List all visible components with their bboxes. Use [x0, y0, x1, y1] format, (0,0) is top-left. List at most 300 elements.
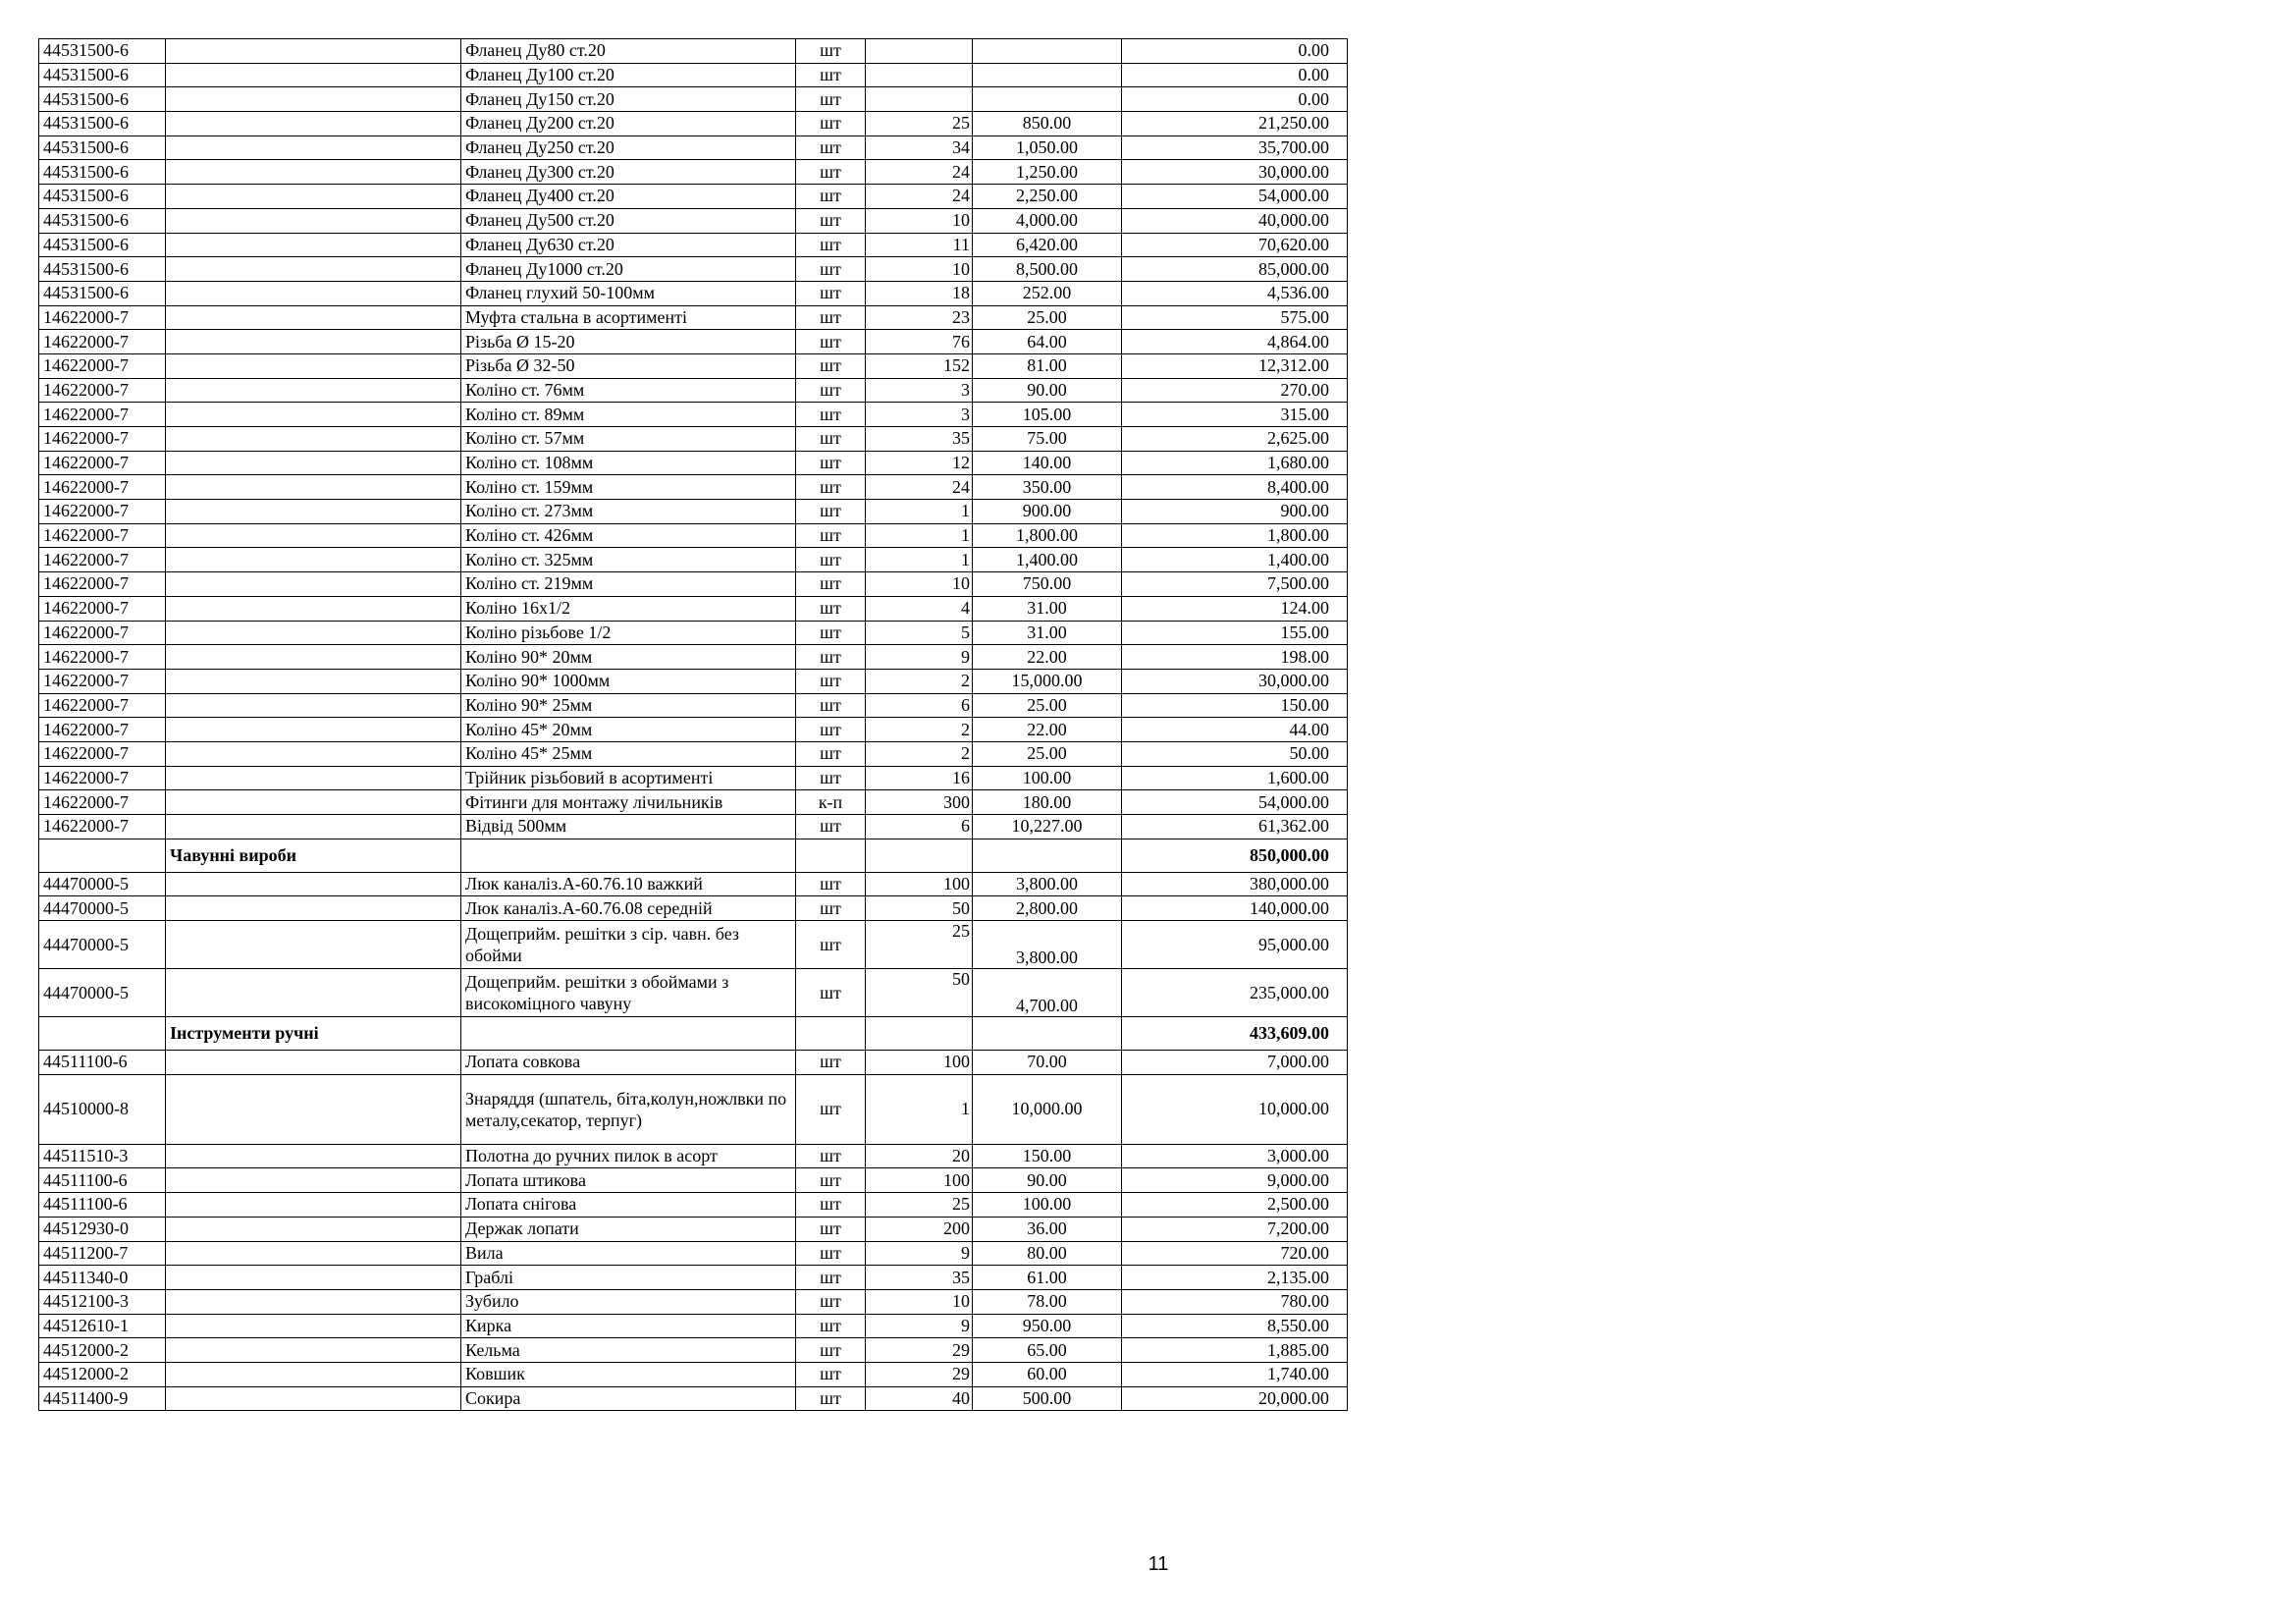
table-row: [39, 353, 1348, 378]
unit-price-cell: 31.00: [973, 596, 1122, 621]
total-sum-cell: 7,200.00: [1122, 1217, 1348, 1241]
item-name-cell: Коліно 90* 25мм: [461, 693, 796, 718]
category-cell: [166, 112, 461, 136]
item-code-cell: 44470000-5: [39, 969, 166, 1017]
unit-price-cell: 70.00: [973, 1051, 1122, 1075]
item-name-cell: Держак лопати: [461, 1217, 796, 1241]
unit-price-cell: 36.00: [973, 1217, 1122, 1241]
item-name-cell: Лопата штикова: [461, 1168, 796, 1193]
quantity-cell: 9: [866, 1314, 973, 1338]
quantity-cell: 24: [866, 160, 973, 185]
table-row: [39, 403, 1348, 427]
table-row: [39, 39, 1348, 64]
total-sum-cell: 124.00: [1122, 596, 1348, 621]
total-sum-cell: 20,000.00: [1122, 1386, 1348, 1411]
item-name-cell: Муфта стальна в асортименті: [461, 305, 796, 330]
item-name-cell: Сокира: [461, 1386, 796, 1411]
total-sum-cell: 8,400.00: [1122, 475, 1348, 500]
category-cell: [166, 872, 461, 896]
item-code-cell: 44531500-6: [39, 257, 166, 282]
specification-table: [38, 38, 1348, 1411]
total-sum-cell: 30,000.00: [1122, 160, 1348, 185]
item-name-cell: Коліно 90* 20мм: [461, 645, 796, 670]
unit-price-cell: 75.00: [973, 427, 1122, 452]
unit-price-cell: 2,250.00: [973, 185, 1122, 209]
category-cell: [166, 693, 461, 718]
quantity-cell: 300: [866, 790, 973, 815]
table-row: [39, 872, 1348, 896]
item-code-cell: [39, 1017, 166, 1051]
total-sum-cell: 3,000.00: [1122, 1144, 1348, 1168]
quantity-cell: 50: [866, 896, 973, 921]
unit-price-cell: 140.00: [973, 451, 1122, 475]
unit-price-cell: [973, 1017, 1122, 1051]
category-cell: [166, 1386, 461, 1411]
table-row: [39, 427, 1348, 452]
quantity-cell: 2: [866, 718, 973, 742]
quantity-cell: 24: [866, 475, 973, 500]
item-code-cell: 44531500-6: [39, 160, 166, 185]
quantity-cell: 1: [866, 1074, 973, 1144]
table-row: [39, 718, 1348, 742]
table-row: [39, 233, 1348, 257]
table-row: [39, 160, 1348, 185]
unit-cell: шт: [796, 233, 866, 257]
item-code-cell: 44512000-2: [39, 1338, 166, 1363]
unit-cell: шт: [796, 645, 866, 670]
table-row: [39, 1266, 1348, 1290]
category-cell: [166, 500, 461, 524]
total-sum-cell: 85,000.00: [1122, 257, 1348, 282]
unit-cell: шт: [796, 427, 866, 452]
unit-cell: шт: [796, 969, 866, 1017]
item-name-cell: Полотна до ручних пилок в асорт: [461, 1144, 796, 1168]
quantity-cell: 3: [866, 403, 973, 427]
item-name-cell: Лопата снігова: [461, 1193, 796, 1218]
category-cell: [166, 257, 461, 282]
table-row: [39, 790, 1348, 815]
quantity-cell: 35: [866, 1266, 973, 1290]
unit-price-cell: 8,500.00: [973, 257, 1122, 282]
category-cell: Чавунні вироби: [166, 839, 461, 872]
category-cell: [166, 39, 461, 64]
unit-cell: шт: [796, 475, 866, 500]
total-sum-cell: 380,000.00: [1122, 872, 1348, 896]
item-code-cell: 14622000-7: [39, 572, 166, 597]
item-name-cell: Коліно ст. 159мм: [461, 475, 796, 500]
unit-price-cell: 78.00: [973, 1289, 1122, 1314]
unit-cell: шт: [796, 185, 866, 209]
unit-cell: шт: [796, 281, 866, 305]
item-name-cell: [461, 1017, 796, 1051]
item-name-cell: Коліно ст. 325мм: [461, 548, 796, 572]
item-name-cell: Коліно різьбове 1/2: [461, 621, 796, 645]
section-row: [39, 1017, 1348, 1051]
item-code-cell: 44512930-0: [39, 1217, 166, 1241]
unit-cell: шт: [796, 1168, 866, 1193]
table-row: [39, 1289, 1348, 1314]
unit-cell: шт: [796, 741, 866, 766]
item-name-cell: Лопата совкова: [461, 1051, 796, 1075]
quantity-cell: 24: [866, 185, 973, 209]
item-name-cell: Вила: [461, 1241, 796, 1266]
item-code-cell: 14622000-7: [39, 353, 166, 378]
item-code-cell: 14622000-7: [39, 500, 166, 524]
item-name-cell: Дощеприйм. решітки з обоймами з високоміцного чавуну: [461, 969, 796, 1017]
category-cell: [166, 1217, 461, 1241]
item-name-cell: Коліно 90* 1000мм: [461, 669, 796, 693]
unit-cell: шт: [796, 257, 866, 282]
unit-price-cell: 3,800.00: [973, 872, 1122, 896]
item-code-cell: 14622000-7: [39, 548, 166, 572]
total-sum-cell: 70,620.00: [1122, 233, 1348, 257]
table-row: [39, 1168, 1348, 1193]
unit-price-cell: 1,050.00: [973, 135, 1122, 160]
item-code-cell: 44531500-6: [39, 135, 166, 160]
table-row: [39, 185, 1348, 209]
item-name-cell: Фланец Ду250 ст.20: [461, 135, 796, 160]
quantity-cell: 29: [866, 1338, 973, 1363]
total-sum-cell: 61,362.00: [1122, 815, 1348, 839]
quantity-cell: 200: [866, 1217, 973, 1241]
unit-price-cell: 10,000.00: [973, 1074, 1122, 1144]
category-cell: [166, 596, 461, 621]
unit-cell: шт: [796, 718, 866, 742]
category-cell: [166, 160, 461, 185]
unit-price-cell: 180.00: [973, 790, 1122, 815]
item-code-cell: 14622000-7: [39, 523, 166, 548]
item-code-cell: 14622000-7: [39, 790, 166, 815]
item-name-cell: Фланец Ду80 ст.20: [461, 39, 796, 64]
item-name-cell: Фланец Ду150 ст.20: [461, 87, 796, 112]
total-sum-cell: 7,000.00: [1122, 1051, 1348, 1075]
unit-price-cell: 500.00: [973, 1386, 1122, 1411]
total-sum-cell: 2,135.00: [1122, 1266, 1348, 1290]
total-sum-cell: 9,000.00: [1122, 1168, 1348, 1193]
unit-price-cell: 4,000.00: [973, 208, 1122, 233]
table-row: [39, 815, 1348, 839]
item-name-cell: Коліно ст. 89мм: [461, 403, 796, 427]
quantity-cell: 152: [866, 353, 973, 378]
quantity-cell: 76: [866, 330, 973, 354]
quantity-cell: 35: [866, 427, 973, 452]
category-cell: [166, 1266, 461, 1290]
table-row: [39, 523, 1348, 548]
quantity-cell: 25: [866, 112, 973, 136]
unit-price-cell: 1,800.00: [973, 523, 1122, 548]
total-sum-cell: 44.00: [1122, 718, 1348, 742]
item-code-cell: 44512000-2: [39, 1362, 166, 1386]
item-code-cell: 14622000-7: [39, 330, 166, 354]
item-name-cell: Коліно 45* 20мм: [461, 718, 796, 742]
category-cell: [166, 1314, 461, 1338]
total-sum-cell: 850,000.00: [1122, 839, 1348, 872]
total-sum-cell: 1,800.00: [1122, 523, 1348, 548]
table-body: [39, 39, 1348, 1411]
table-row: [39, 766, 1348, 790]
total-sum-cell: 21,250.00: [1122, 112, 1348, 136]
unit-price-cell: 1,400.00: [973, 548, 1122, 572]
unit-cell: шт: [796, 693, 866, 718]
unit-price-cell: 4,700.00: [973, 969, 1122, 1017]
quantity-cell: 29: [866, 1362, 973, 1386]
table-row: [39, 1144, 1348, 1168]
unit-price-cell: 950.00: [973, 1314, 1122, 1338]
table-row: [39, 896, 1348, 921]
item-code-cell: 44511510-3: [39, 1144, 166, 1168]
unit-cell: [796, 1017, 866, 1051]
total-sum-cell: 235,000.00: [1122, 969, 1348, 1017]
table-row: [39, 257, 1348, 282]
table-row: [39, 1217, 1348, 1241]
table-row: [39, 669, 1348, 693]
item-name-cell: Зубило: [461, 1289, 796, 1314]
unit-cell: шт: [796, 1051, 866, 1075]
total-sum-cell: 150.00: [1122, 693, 1348, 718]
quantity-cell: [866, 1017, 973, 1051]
total-sum-cell: 315.00: [1122, 403, 1348, 427]
unit-cell: шт: [796, 896, 866, 921]
table-row: [39, 1193, 1348, 1218]
table-row: [39, 281, 1348, 305]
unit-cell: [796, 839, 866, 872]
item-code-cell: 44470000-5: [39, 921, 166, 969]
unit-cell: шт: [796, 596, 866, 621]
item-code-cell: 44531500-6: [39, 233, 166, 257]
item-name-cell: Фланец Ду300 ст.20: [461, 160, 796, 185]
category-cell: [166, 233, 461, 257]
item-name-cell: Фланец Ду630 ст.20: [461, 233, 796, 257]
quantity-cell: 10: [866, 572, 973, 597]
category-cell: [166, 427, 461, 452]
item-name-cell: Фланец Ду400 ст.20: [461, 185, 796, 209]
quantity-cell: 2: [866, 741, 973, 766]
total-sum-cell: 0.00: [1122, 63, 1348, 87]
item-code-cell: 44512610-1: [39, 1314, 166, 1338]
total-sum-cell: 1,885.00: [1122, 1338, 1348, 1363]
item-name-cell: [461, 839, 796, 872]
unit-cell: шт: [796, 1217, 866, 1241]
unit-cell: шт: [796, 1338, 866, 1363]
item-name-cell: Граблі: [461, 1266, 796, 1290]
table-row: [39, 112, 1348, 136]
category-cell: [166, 451, 461, 475]
unit-cell: шт: [796, 112, 866, 136]
item-name-cell: Коліно 45* 25мм: [461, 741, 796, 766]
table-row: [39, 1241, 1348, 1266]
quantity-cell: 1: [866, 548, 973, 572]
total-sum-cell: 54,000.00: [1122, 185, 1348, 209]
item-name-cell: Фланец Ду500 ст.20: [461, 208, 796, 233]
unit-cell: шт: [796, 523, 866, 548]
table-row: [39, 1074, 1348, 1144]
table-row: [39, 1362, 1348, 1386]
unit-cell: шт: [796, 378, 866, 403]
page-number: 11: [1148, 1553, 1169, 1575]
quantity-cell: 3: [866, 378, 973, 403]
unit-cell: шт: [796, 305, 866, 330]
unit-cell: шт: [796, 1386, 866, 1411]
total-sum-cell: 54,000.00: [1122, 790, 1348, 815]
table-row: [39, 969, 1348, 1017]
unit-cell: шт: [796, 1074, 866, 1144]
unit-price-cell: [973, 63, 1122, 87]
category-cell: [166, 572, 461, 597]
quantity-cell: [866, 63, 973, 87]
unit-cell: шт: [796, 1289, 866, 1314]
table-row: [39, 693, 1348, 718]
table-row: [39, 1338, 1348, 1363]
item-code-cell: 14622000-7: [39, 621, 166, 645]
quantity-cell: 18: [866, 281, 973, 305]
unit-price-cell: 750.00: [973, 572, 1122, 597]
unit-cell: шт: [796, 1144, 866, 1168]
total-sum-cell: 10,000.00: [1122, 1074, 1348, 1144]
item-code-cell: 44531500-6: [39, 87, 166, 112]
total-sum-cell: 35,700.00: [1122, 135, 1348, 160]
item-name-cell: Коліно ст. 57мм: [461, 427, 796, 452]
item-code-cell: 14622000-7: [39, 378, 166, 403]
item-code-cell: 44511100-6: [39, 1168, 166, 1193]
table-row: [39, 500, 1348, 524]
unit-cell: шт: [796, 621, 866, 645]
unit-cell: шт: [796, 135, 866, 160]
category-cell: Інструменти ручні: [166, 1017, 461, 1051]
unit-cell: шт: [796, 766, 866, 790]
item-name-cell: Відвід 500мм: [461, 815, 796, 839]
item-name-cell: Люк каналіз.А-60.76.10 важкий: [461, 872, 796, 896]
item-code-cell: 44511200-7: [39, 1241, 166, 1266]
table-row: [39, 451, 1348, 475]
unit-cell: шт: [796, 669, 866, 693]
item-name-cell: Коліно ст. 219мм: [461, 572, 796, 597]
unit-price-cell: [973, 39, 1122, 64]
quantity-cell: 11: [866, 233, 973, 257]
quantity-cell: 23: [866, 305, 973, 330]
category-cell: [166, 815, 461, 839]
item-name-cell: Фланец Ду200 ст.20: [461, 112, 796, 136]
unit-cell: шт: [796, 63, 866, 87]
quantity-cell: 25: [866, 921, 973, 969]
category-cell: [166, 185, 461, 209]
category-cell: [166, 87, 461, 112]
item-code-cell: 14622000-7: [39, 305, 166, 330]
table-row: [39, 921, 1348, 969]
total-sum-cell: 1,680.00: [1122, 451, 1348, 475]
quantity-cell: 10: [866, 1289, 973, 1314]
table-row: [39, 87, 1348, 112]
table-row: [39, 572, 1348, 597]
unit-price-cell: 900.00: [973, 500, 1122, 524]
unit-cell: шт: [796, 451, 866, 475]
item-code-cell: 14622000-7: [39, 475, 166, 500]
unit-cell: шт: [796, 353, 866, 378]
category-cell: [166, 969, 461, 1017]
table-row: [39, 621, 1348, 645]
unit-cell: шт: [796, 87, 866, 112]
item-name-cell: Кирка: [461, 1314, 796, 1338]
item-name-cell: Коліно ст. 426мм: [461, 523, 796, 548]
unit-price-cell: 1,250.00: [973, 160, 1122, 185]
category-cell: [166, 1193, 461, 1218]
item-code-cell: 44531500-6: [39, 112, 166, 136]
unit-cell: шт: [796, 815, 866, 839]
category-cell: [166, 281, 461, 305]
quantity-cell: 34: [866, 135, 973, 160]
section-row: [39, 839, 1348, 872]
table-row: [39, 135, 1348, 160]
unit-price-cell: 60.00: [973, 1362, 1122, 1386]
table-row: [39, 1051, 1348, 1075]
unit-price-cell: 850.00: [973, 112, 1122, 136]
item-code-cell: 44531500-6: [39, 39, 166, 64]
total-sum-cell: 1,740.00: [1122, 1362, 1348, 1386]
quantity-cell: 25: [866, 1193, 973, 1218]
quantity-cell: 5: [866, 621, 973, 645]
category-cell: [166, 1051, 461, 1075]
unit-price-cell: 25.00: [973, 741, 1122, 766]
table-row: [39, 475, 1348, 500]
category-cell: [166, 718, 461, 742]
total-sum-cell: 40,000.00: [1122, 208, 1348, 233]
category-cell: [166, 208, 461, 233]
quantity-cell: 9: [866, 1241, 973, 1266]
item-name-cell: Фланец глухий 50-100мм: [461, 281, 796, 305]
quantity-cell: 6: [866, 815, 973, 839]
category-cell: [166, 669, 461, 693]
unit-cell: шт: [796, 403, 866, 427]
item-code-cell: 14622000-7: [39, 741, 166, 766]
unit-cell: шт: [796, 872, 866, 896]
item-name-cell: Коліно 16х1/2: [461, 596, 796, 621]
category-cell: [166, 548, 461, 572]
total-sum-cell: 12,312.00: [1122, 353, 1348, 378]
quantity-cell: 6: [866, 693, 973, 718]
unit-cell: шт: [796, 39, 866, 64]
category-cell: [166, 63, 461, 87]
item-name-cell: Трійник різьбовий в асортименті: [461, 766, 796, 790]
table-row: [39, 63, 1348, 87]
unit-price-cell: 90.00: [973, 1168, 1122, 1193]
item-name-cell: Фланец Ду1000 ст.20: [461, 257, 796, 282]
category-cell: [166, 475, 461, 500]
unit-cell: шт: [796, 1314, 866, 1338]
quantity-cell: 9: [866, 645, 973, 670]
item-name-cell: Різьба Ø 15-20: [461, 330, 796, 354]
unit-price-cell: 61.00: [973, 1266, 1122, 1290]
item-code-cell: 44510000-8: [39, 1074, 166, 1144]
total-sum-cell: 8,550.00: [1122, 1314, 1348, 1338]
category-cell: [166, 305, 461, 330]
quantity-cell: 1: [866, 523, 973, 548]
category-cell: [166, 353, 461, 378]
unit-price-cell: 22.00: [973, 645, 1122, 670]
total-sum-cell: 50.00: [1122, 741, 1348, 766]
unit-price-cell: 90.00: [973, 378, 1122, 403]
total-sum-cell: 0.00: [1122, 39, 1348, 64]
unit-price-cell: 100.00: [973, 1193, 1122, 1218]
category-cell: [166, 1289, 461, 1314]
unit-price-cell: 100.00: [973, 766, 1122, 790]
total-sum-cell: 2,500.00: [1122, 1193, 1348, 1218]
unit-cell: шт: [796, 572, 866, 597]
unit-price-cell: 25.00: [973, 693, 1122, 718]
item-code-cell: 44470000-5: [39, 872, 166, 896]
unit-cell: шт: [796, 1193, 866, 1218]
item-code-cell: 14622000-7: [39, 669, 166, 693]
total-sum-cell: 198.00: [1122, 645, 1348, 670]
item-code-cell: 44531500-6: [39, 208, 166, 233]
